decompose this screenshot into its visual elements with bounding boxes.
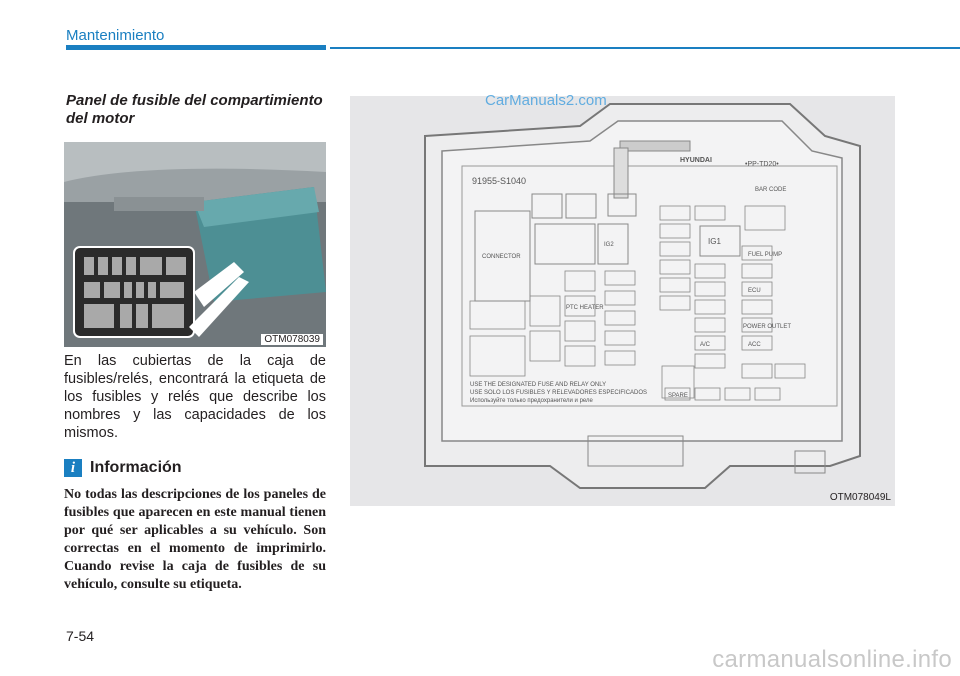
ptc-heater-label: PTC HEATER [566,305,604,311]
photo-caption: OTM078039 [261,334,323,345]
fuel-pump-label: FUEL PUMP [748,252,783,258]
header-bar [66,45,326,50]
info-icon: i [64,459,82,477]
body-paragraph: En las cubiertas de la caja de fusibles/relés, encontrará la etiqueta de los fusibles y relés que describe los nombres y las capacidades de los mismos. [64,353,326,441]
engine-bay-illustration [64,142,326,347]
fuse-panel-diagram [350,96,895,506]
info-paragraph: No todas las descripciones de los paneles de fusibles que aparecen en este manual tienen por qué ser aplicables a su vehículo. Son correctas en el momento de imprimirlo. Cuando revise la caja de fusibles de su vehículo, consulte su etiqueta. [64,487,326,592]
notice-line-2: USE SOLO LOS FUSIBLES Y RELEVADORES ESPECIFICADOS [470,390,648,396]
part-number-label: 91955-S1040 [472,176,527,186]
info-title: Información [90,459,182,476]
engine-fuse-box-photo [64,142,326,347]
connector-label: CONNECTOR [482,254,521,260]
notice-line-1: USE THE DESIGNATED FUSE AND RELAY ONLY [470,382,607,388]
fuse-panel-drawing [350,96,895,506]
section-title: Panel de fusible del compartimiento del motor [66,92,323,127]
ig1-label: IG1 [708,237,721,246]
pp-label: •PP-TD20• [745,161,779,168]
header-rule [330,47,960,49]
ig2-label: IG2 [604,242,614,248]
diagram-caption: OTM078049L [829,492,891,503]
footer-watermark: carmanualsonline.info [712,646,952,673]
ac-label: A/C [700,342,711,348]
power-outlet-label: POWER OUTLET [743,324,792,330]
spare-label: SPARE [668,393,688,399]
info-header [64,459,182,477]
acc-label: ACC [748,342,761,348]
ecu-label: ECU [748,288,761,294]
section-header: Mantenimiento [66,27,165,44]
notice-line-3: Используйте только предохранители и реле [470,398,593,404]
barcode-label: BAR CODE [755,187,787,193]
top-watermark: CarManuals2.com [485,92,607,109]
brand-label: HYUNDAI [680,157,712,164]
page-number: 7-54 [66,628,95,644]
